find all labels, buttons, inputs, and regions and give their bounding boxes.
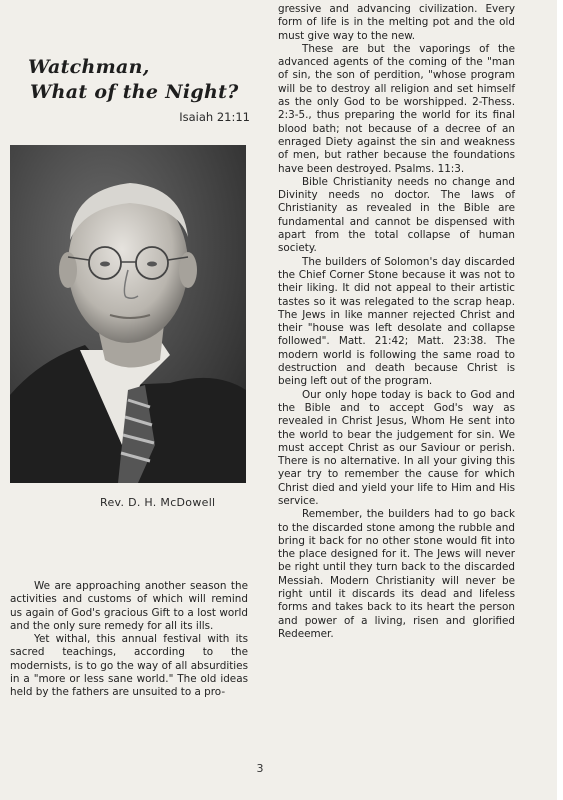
- paragraph: Remember, the builders had to go back to the discarded stone among the rubble and bring it back for no other stone would fit into the place designed for it. The Jews will never be right until they turn back to the discarded Messiah. Modern Christianity will never be right until it discards its dead and lifeless forms and takes back to its heart the person and power of a living, risen and glorified Redeemer.: [278, 508, 515, 640]
- paragraph: We are approaching another season the activities and customs of which will remind us again of God's gracious Gift to a lost world and the only sure remedy for all its ills.: [10, 580, 248, 632]
- portrait-illustration: [10, 145, 246, 483]
- article-title: [28, 55, 258, 105]
- paragraph: The builders of Solomon's day discarded the Chief Corner Stone because it was not to their liking. It did not appeal to their artistic tastes so it was relegated to the scrap heap. The Jews in like manner rejected Christ and their "house was left desolate and collapse followed". Matt. 21:42; Matt. 23:38. The modern world is following the same road to destruction and death because Christ is being left out of the program.: [278, 255, 515, 388]
- scripture-reference: Isaiah 21:11: [179, 110, 250, 124]
- paragraph: gressive and advancing civilization. Every form of life is in the melting pot and the old must give way to the new.: [278, 3, 515, 42]
- title-line-2: What of the Night?: [30, 81, 239, 103]
- paragraph: Bible Christianity needs no change and Divinity needs no doctor. The laws of Christianity as revealed in the Bible are fundamental and cannot be dispensed with apart from the total collapse of human society.: [278, 175, 515, 255]
- page-edge: [557, 0, 563, 800]
- paragraph: These are but the vaporings of the advanced agents of the coming of the "man of sin, the son of perdition, "whose program will be to destroy all religion and set himself as the only God to be worshipped. 2-Thess. 2:3-5., thus preparing the world for its final blood bath; not because of a decree of an enraged Diety against the sin and weakness of men, but rather because the foundations have been destroyed. Psalms. 11:3.: [278, 42, 515, 175]
- left-column: [10, 580, 248, 700]
- right-column: [278, 3, 515, 641]
- portrait-photo: [10, 145, 246, 483]
- photo-caption: Rev. D. H. McDowell: [100, 496, 216, 509]
- title-line-1: Watchman,: [28, 56, 150, 78]
- paragraph: Yet withal, this annual festival with its sacred teachings, according to the modernists, is to go the way of all absurdities in a "more or less sane world." The old ideas held by the fathers are unsuited to a pro-: [10, 633, 248, 699]
- paragraph: Our only hope today is back to God and the Bible and to accept God's way as revealed in Christ Jesus, Whom He sent into the world to bear the judgement for sin. We must accept Christ as our Saviour or perish. There is no alternative. In all your giving this year try to remember the cause for which Christ died and yield your life to Him and His service.: [278, 388, 515, 507]
- page-number: 3: [256, 762, 264, 775]
